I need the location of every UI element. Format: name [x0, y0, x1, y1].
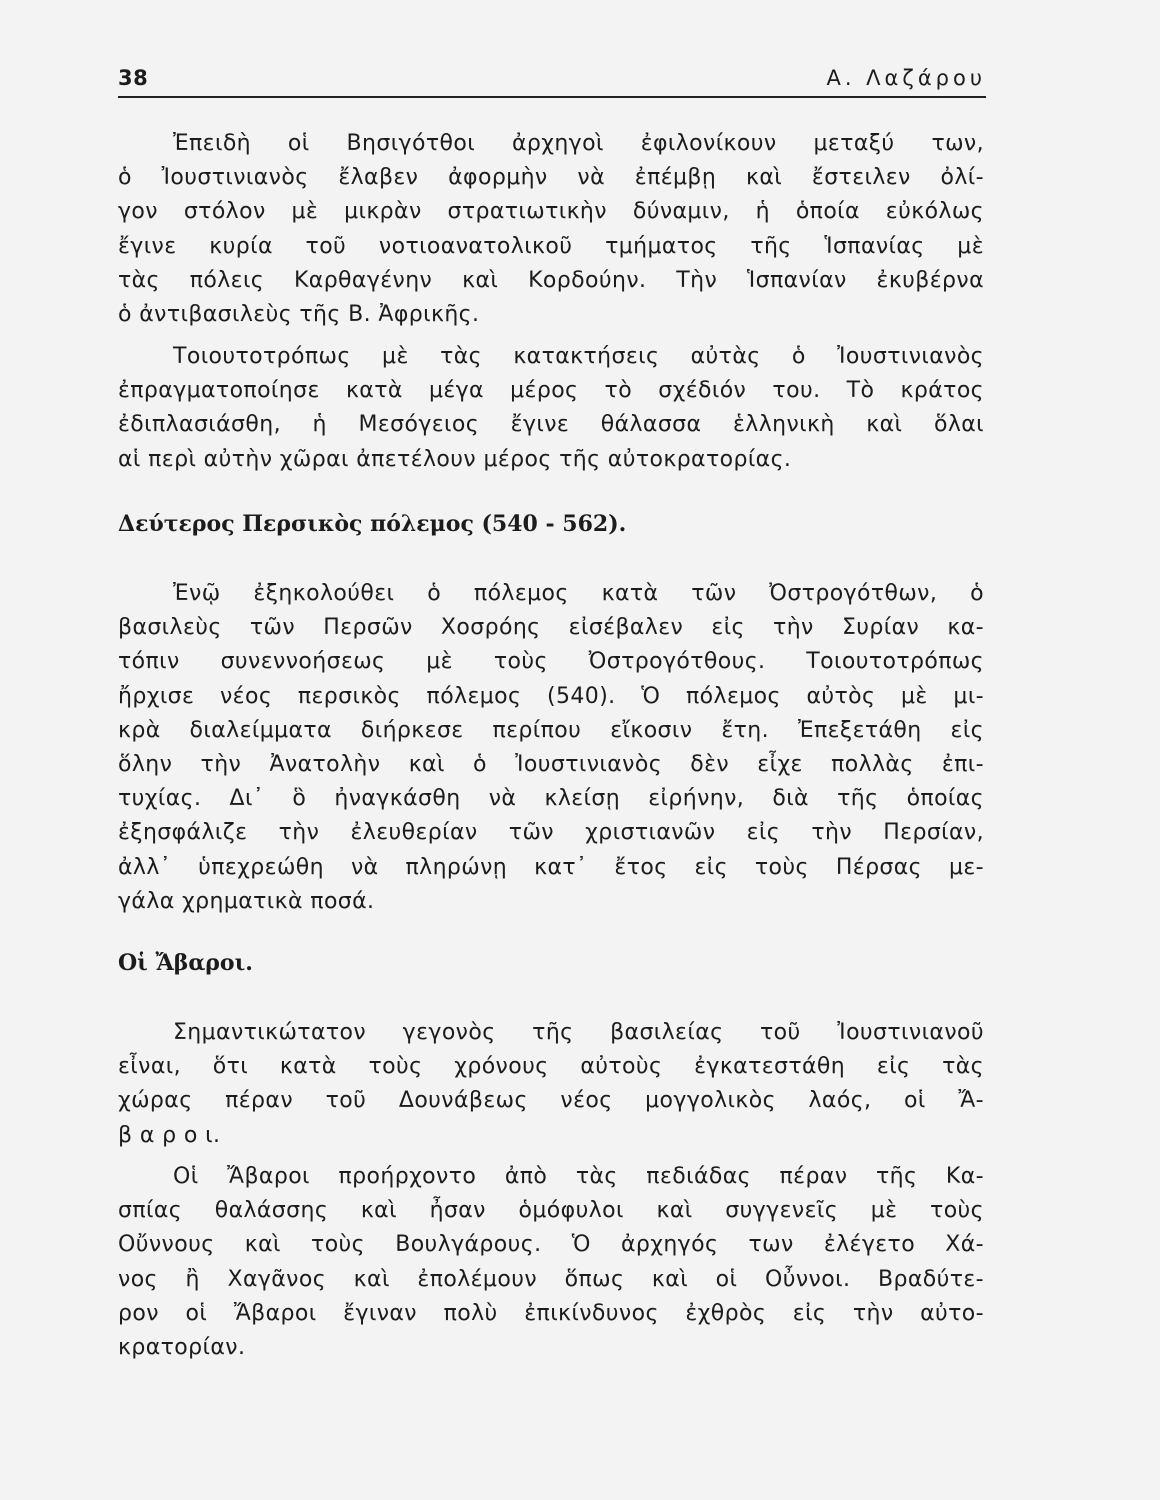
paragraph-line: Σημαντικώτατον γεγονὸς τῆς βασιλείας τοῦ Ἰουστινιανοῦ [173, 1020, 984, 1045]
paragraph-line: τυχίας. Δι᾽ ὃ ἠναγκάσθη νὰ κλείσῃ εἰρήνην, διὰ τῆς ὁποίας [118, 786, 984, 812]
paragraph-line: ὅλην τὴν Ἀνατολὴν καὶ ὁ Ἰουστινιανὸς δὲν εἶχε πολλὰς ἐπι- [118, 752, 984, 777]
paragraph-line: ἐξησφάλιζε τὴν ἐλευθερίαν τῶν χριστιανῶν εἰς τὴν Περσίαν, [118, 820, 984, 846]
paragraph-line: τόπιν συνεννοήσεως μὲ τοὺς Ὀστρογότθους. Τοιουτοτρόπως [118, 649, 984, 675]
paragraph-line: εἶναι, ὅτι κατὰ τοὺς χρόνους αὐτοὺς ἐγκατεστάθη εἰς τὰς [118, 1054, 984, 1080]
paragraph-line: κρὰ διαλείμματα διήρκεσε περίπου εἴκοσιν ἔτη. Ἐπεξετάθη εἰς [118, 717, 984, 743]
paragraph-line: κρατορίαν. [118, 1335, 246, 1360]
paragraph-line: ἐδιπλασιάσθη, ἡ Μεσόγειος ἔγινε θάλασσα ἑλληνικὴ καὶ ὅλαι [118, 412, 984, 438]
paragraph-line: β α ρ ο ι. [118, 1122, 221, 1148]
paragraph-line: χώρας πέραν τοῦ Δουνάβεως νέος μογγολικὸς λαός, οἱ Ἄ- [118, 1088, 984, 1114]
paragraph-line: ἐπραγματοποίησε κατὰ μέγα μέρος τὸ σχέδιόν του. Τὸ κράτος [118, 378, 984, 404]
paragraph-line: γον στόλον μὲ μικρὰν στρατιωτικὴν δύναμιν, ἡ ὁποία εὐκόλως [118, 199, 984, 225]
paragraph-line: σπίας θαλάσσης καὶ ἦσαν ὁμόφυλοι καὶ συγγενεῖς μὲ τοὺς [118, 1198, 984, 1224]
header-rule [118, 96, 986, 98]
page-number: 38 [118, 66, 149, 90]
page-header [118, 62, 986, 100]
paragraph-line: Οὔννους καὶ τοὺς Βουλγάρους. Ὁ ἀρχηγός των ἐλέγετο Χά- [118, 1232, 984, 1258]
paragraph-line: τὰς πόλεις Καρθαγένην καὶ Κορδούην. Τὴν Ἱσπανίαν ἐκυβέρνα [118, 267, 984, 293]
paragraph-line: Οἱ Ἄβαροι προήρχοντο ἀπὸ τὰς πεδιάδας πέραν τῆς Κα- [173, 1164, 984, 1189]
paragraph-line: ὁ Ἰουστινιανὸς ἔλαβεν ἀφορμὴν νὰ ἐπέμβῃ καὶ ἔστειλεν ὀλί- [118, 165, 984, 191]
paragraph-line: Ἐνῷ ἐξηκολούθει ὁ πόλεμος κατὰ τῶν Ὀστρογότθων, ὁ [173, 581, 984, 606]
paragraph-line: Ἐπειδὴ οἱ Βησιγότθοι ἀρχηγοὶ ἐφιλονίκουν μεταξύ των, [173, 131, 984, 156]
paragraph-line: αἱ περὶ αὐτὴν χῶραι ἀπετέλουν μέρος τῆς αὐτοκρατορίας. [118, 446, 792, 472]
paragraph-line: ὁ ἀντιβασιλεὺς τῆς Β. Ἀφρικῆς. [118, 302, 480, 327]
paragraph-line: βασιλεὺς τῶν Περσῶν Χοσρόης εἰσέβαλεν εἰς τὴν Συρίαν κα- [118, 615, 984, 641]
paragraph-line: νος ἢ Χαγᾶνος καὶ ἐπολέμουν ὅπως καὶ οἱ Οὖννοι. Βραδύτε- [118, 1266, 984, 1292]
paragraph-line: ἀλλ᾽ ὑπεχρεώθη νὰ πληρώνῃ κατ᾽ ἔτος εἰς τοὺς Πέρσας με- [118, 854, 984, 880]
section-heading: Οἱ Ἄβαροι. [118, 950, 253, 976]
paragraph-line: ρον οἱ Ἄβαροι ἔγιναν πολὺ ἐπικίνδυνος ἐχθρὸς εἰς τὴν αὐτο- [118, 1300, 984, 1326]
running-head: Α. Λαζάρου [826, 66, 986, 90]
paragraph-line: Τοιουτοτρόπως μὲ τὰς κατακτήσεις αὐτὰς ὁ Ἰουστινιανὸς [173, 344, 984, 369]
paragraph-line: ἤρχισε νέος περσικὸς πόλεμος (540). Ὁ πόλεμος αὐτὸς μὲ μι- [118, 683, 984, 709]
section-heading: Δεύτερος Περσικὸς πόλεμος (540 - 562). [118, 511, 627, 537]
paragraph-line: ἔγινε κυρία τοῦ νοτιοανατολικοῦ τμήματος τῆς Ἱσπανίας μὲ [118, 233, 984, 259]
paragraph-line: γάλα χρηματικὰ ποσά. [118, 888, 375, 914]
